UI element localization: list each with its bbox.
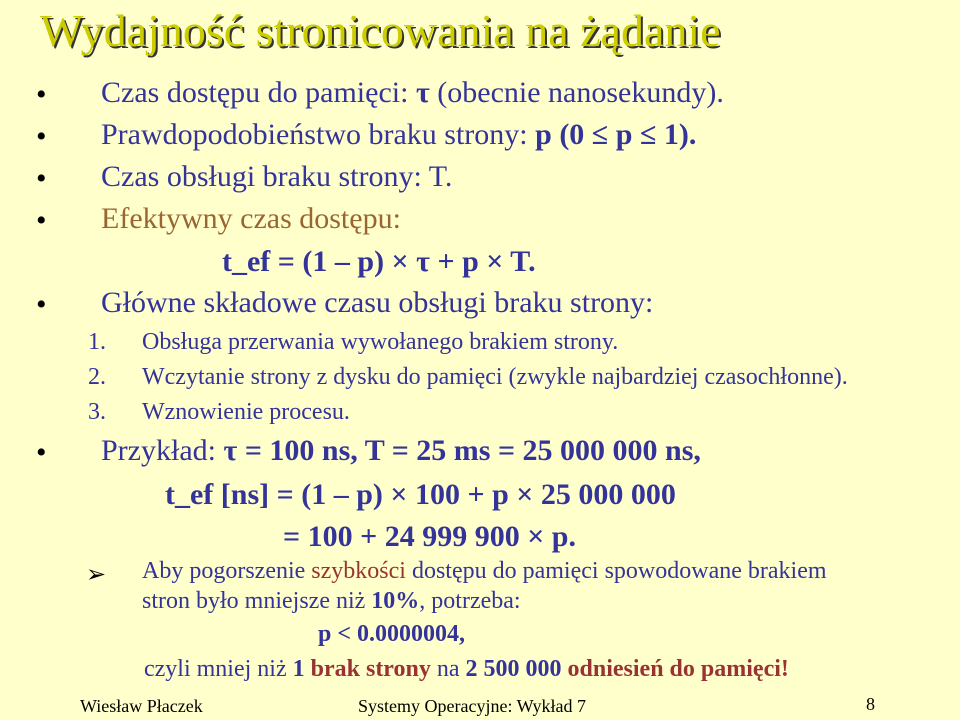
condition: p < 0.0000004, <box>318 621 466 647</box>
arrow-line-2 <box>142 588 521 615</box>
list-item: Wczytanie strony z dysku do pamięci (zwykle najbardziej czasochłonne). <box>142 364 848 390</box>
text: dostępu do pamięci spowodowane brakiem <box>405 558 827 584</box>
dot: . <box>444 160 453 193</box>
bullet-marker: • <box>36 162 47 195</box>
list-number: 1. <box>88 329 106 355</box>
formula-result: = 100 + 24 999 900 × p. <box>283 520 576 553</box>
text: Czas dostępu do pamięci: <box>101 76 416 109</box>
list-number: 3. <box>88 399 106 425</box>
page-title: Wydajność stronicowania na żądanie <box>40 5 721 56</box>
bullet-marker: • <box>36 204 47 237</box>
list-item: Obsługa przerwania wywołanego brakiem strony. <box>142 329 619 355</box>
percent-value: 10% <box>371 588 420 614</box>
count-one: 1 <box>292 656 305 682</box>
list-number: 2. <box>88 364 106 390</box>
text: Prawdopodobieństwo braku strony: <box>101 118 536 151</box>
text: Aby pogorszenie <box>142 558 312 584</box>
bullet-marker: • <box>36 436 47 469</box>
formula-example: t_ef [ns] = (1 – p) × 100 + p × 25 000 000 <box>165 478 676 511</box>
list-item: Wznowienie procesu. <box>142 399 350 425</box>
text: Czas obsługi braku strony: <box>101 160 429 193</box>
highlight-speed: szybkości <box>311 558 406 584</box>
count-refs: 2 500 000 <box>465 656 562 682</box>
bullet-probability <box>101 118 696 152</box>
bullet-marker: • <box>36 78 47 111</box>
footer-author: Wiesław Płaczek <box>80 696 203 716</box>
tau-symbol: τ <box>415 76 430 109</box>
bullet-components: Główne składowe czasu obsługi braku strony: <box>101 286 654 319</box>
text: , potrzeba: <box>419 588 521 614</box>
bullet-access-time <box>101 76 724 110</box>
text: Przykład: <box>101 434 224 467</box>
bullet-marker: • <box>36 120 47 153</box>
text: (obecnie nanosekundy). <box>429 76 724 109</box>
text: stron było mniejsze niż <box>142 588 372 614</box>
bullet-example <box>101 434 701 468</box>
bullet-marker: • <box>36 288 47 321</box>
page-fault-text: brak strony <box>304 656 431 682</box>
bullet-effective-time: Efektywny czas dostępu: <box>101 202 401 235</box>
arrow-bullet-icon: ➢ <box>86 562 107 588</box>
example-values: τ = 100 ns, T = 25 ms = 25 000 000 ns, <box>223 434 701 467</box>
arrow-line-4 <box>144 656 789 683</box>
T-symbol: T <box>428 160 445 193</box>
range: (0 ≤ p ≤ 1). <box>551 118 697 151</box>
bullet-service-time <box>101 160 452 194</box>
text: czyli mniej niż <box>144 656 293 682</box>
arrow-line-1 <box>142 558 827 585</box>
formula-effective-time: t_ef = (1 – p) × τ + p × T. <box>222 245 536 278</box>
text: na <box>430 656 466 682</box>
p-symbol: p <box>535 118 552 151</box>
footer-page-number: 8 <box>866 694 875 714</box>
footer-course: Systemy Operacyjne: Wykład 7 <box>358 696 587 716</box>
memory-refs-text: odniesień do pamięci! <box>561 656 789 682</box>
